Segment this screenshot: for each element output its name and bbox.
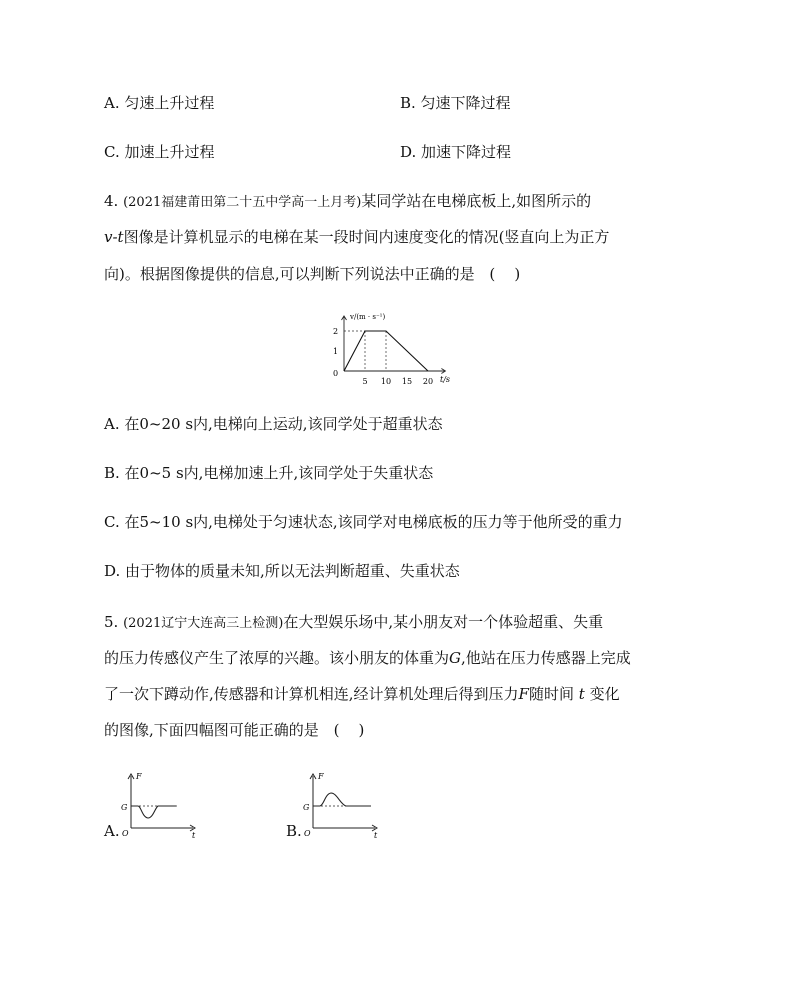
q5-stem-line-1	[104, 611, 603, 635]
q4-stem-line-2	[104, 226, 609, 248]
q4-text-2: 图像是计算机显示的电梯在某一段时间内速度变化的情况(竖直向上为正方	[123, 228, 610, 246]
q3-option-a: A. 匀速上升过程	[104, 94, 215, 112]
graph-b-t-label: t	[374, 831, 378, 840]
q4-vt-symbol: v-t	[104, 228, 124, 246]
graph-a-f-label: F	[136, 772, 142, 781]
q4-text-1: 某同学站在电梯底板上,如图所示的	[361, 192, 592, 210]
q5-graph-a-label: A.	[104, 822, 120, 840]
q5-symbol-g: G	[449, 649, 461, 667]
vt-ytick-1: 1	[333, 347, 339, 356]
graph-a-origin-label: O	[122, 829, 129, 838]
q5-text-3c: 变化	[589, 685, 620, 703]
q5-text-3a: 了一次下蹲动作,传感器和计算机相连,经计算机处理后得到压力	[104, 685, 519, 703]
graph-b-g-label: G	[303, 803, 310, 812]
vt-xtick-10: 10	[380, 377, 392, 386]
q4-option-c: C. 在5~10 s内,电梯处于匀速状态,该同学对电梯底板的压力等于他所受的重力	[104, 513, 623, 531]
q4-number: 4.	[104, 192, 119, 210]
vt-graph	[324, 308, 464, 390]
q4-answer-paren: ( )	[489, 265, 521, 283]
q4-option-d: D. 由于物体的质量未知,所以无法判断超重、失重状态	[104, 562, 460, 580]
q4-text-3: 向)。根据图像提供的信息,可以判断下列说法中正确的是	[104, 265, 475, 283]
q5-text-2b: ,他站在压力传感器上完成	[461, 649, 631, 667]
q3-option-c: C. 加速上升过程	[104, 143, 215, 161]
vt-ylabel: v/(m · s⁻¹)	[350, 313, 386, 321]
vt-origin-label: 0	[333, 369, 339, 378]
q5-source: (2021辽宁大连高三上检测)	[123, 616, 284, 631]
vt-xtick-15: 15	[401, 377, 413, 386]
q3-option-d: D. 加速下降过程	[400, 143, 512, 161]
graph-b-curve	[313, 793, 371, 806]
graph-a-g-label: G	[121, 803, 128, 812]
q5-number: 5.	[104, 613, 119, 631]
q4-stem-line-3	[104, 263, 520, 285]
q5-stem-line-4	[104, 719, 364, 741]
q4-option-a: A. 在0~20 s内,电梯向上运动,该同学处于超重状态	[104, 415, 443, 433]
graph-a-t-label: t	[192, 831, 196, 840]
vt-guides	[344, 331, 386, 371]
q5-text-3b: 随时间	[528, 685, 574, 703]
q5-text-2a: 的压力传感仪产生了浓厚的兴趣。该小朋友的体重为	[104, 649, 450, 667]
vt-xtick-20: 20	[422, 377, 434, 386]
q5-graph-b-label: B.	[286, 822, 302, 840]
q4-option-b: B. 在0~5 s内,电梯加速上升,该同学处于失重状态	[104, 464, 434, 482]
graph-b-f-label: F	[318, 772, 324, 781]
graph-b-origin-label: O	[304, 829, 311, 838]
q5-symbol-f: F	[518, 685, 529, 703]
q4-stem-line-1	[104, 190, 591, 214]
q5-answer-paren: ( )	[333, 721, 365, 739]
q5-text-1: 在大型娱乐场中,某小朋友对一个体验超重、失重	[283, 613, 604, 631]
q4-source: (2021福建莆田第二十五中学高一上月考)	[123, 195, 362, 210]
q5-stem-line-3	[104, 683, 620, 705]
vt-xlabel: t/s	[440, 375, 451, 384]
q5-stem-line-2	[104, 647, 631, 669]
vt-ytick-2: 2	[333, 327, 339, 336]
q3-option-b: B. 匀速下降过程	[400, 94, 511, 112]
q5-graph-b	[300, 770, 380, 840]
q5-text-4: 的图像,下面四幅图可能正确的是	[104, 721, 319, 739]
vt-xtick-5: 5	[362, 377, 368, 386]
graph-a-curve	[131, 806, 176, 818]
vt-axes	[342, 316, 446, 374]
q5-graph-a	[118, 770, 198, 840]
q5-symbol-t: t	[578, 685, 585, 703]
